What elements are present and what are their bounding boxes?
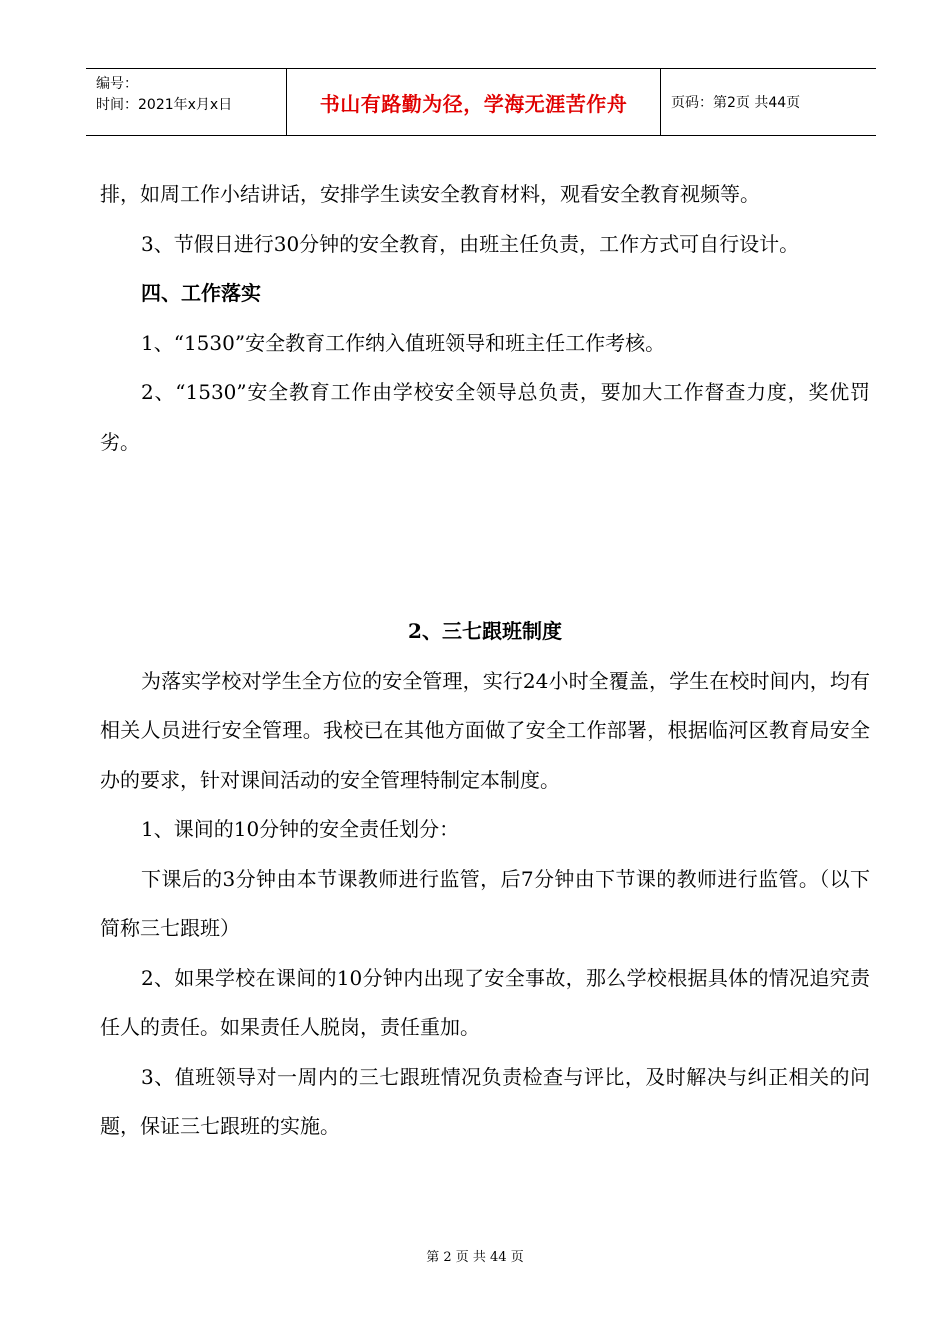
- paragraph: 2、“1530”安全教育工作由学校安全领导总负责，要加大工作督查力度，奖优罚劣。: [100, 380, 870, 454]
- section-heading: 四、工作落实: [141, 281, 261, 305]
- document-time-label: 时间：2021年x月x日: [96, 97, 233, 113]
- paragraph: 3、节假日进行30分钟的安全教育，由班主任负责，工作方式可自行设计。: [141, 231, 800, 256]
- paragraph: 2、如果学校在课间的10分钟内出现了安全事故，那么学校根据具体的情况追究责任人的责任。如果责任人脱岗，责任重加。: [100, 965, 870, 1039]
- paragraph: 为落实学校对学生全方位的安全管理，实行24小时全覆盖，学生在校时间内，均有相关人员进行安全管理。我校已在其他方面做了安全工作部署，根据临河区教育局安全办的要求，针对课间活动的安全管理特制定本制度。: [100, 668, 870, 792]
- paragraph: 1、课间的10分钟的安全责任划分：: [141, 817, 460, 841]
- paragraph: 下课后的3分钟由本节课教师进行监管，后7分钟由下节课的教师进行监管。（以下简称三七跟班）: [100, 866, 870, 940]
- section-title: 2、三七跟班制度: [408, 619, 562, 643]
- header-meta: [86, 69, 287, 135]
- page-footer: 第 2 页 共 44 页: [426, 1250, 524, 1265]
- header-motto: 书山有路勤为径，学海无涯苦作舟: [287, 69, 661, 135]
- document-number-label: 编号：: [96, 76, 138, 92]
- page-header: [86, 68, 876, 136]
- paragraph-continuation: 排，如周工作小结讲话，安排学生读安全教育材料，观看安全教育视频等。: [100, 182, 760, 206]
- paragraph: 3、值班领导对一周内的三七跟班情况负责检查与评比，及时解决与纠正相关的问题，保证三七跟班的实施。: [100, 1064, 870, 1138]
- header-page-info: 页码：第2页 共44页: [671, 95, 801, 111]
- document-body: [100, 170, 870, 1152]
- paragraph: 1、“1530”安全教育工作纳入值班领导和班主任工作考核。: [141, 330, 666, 355]
